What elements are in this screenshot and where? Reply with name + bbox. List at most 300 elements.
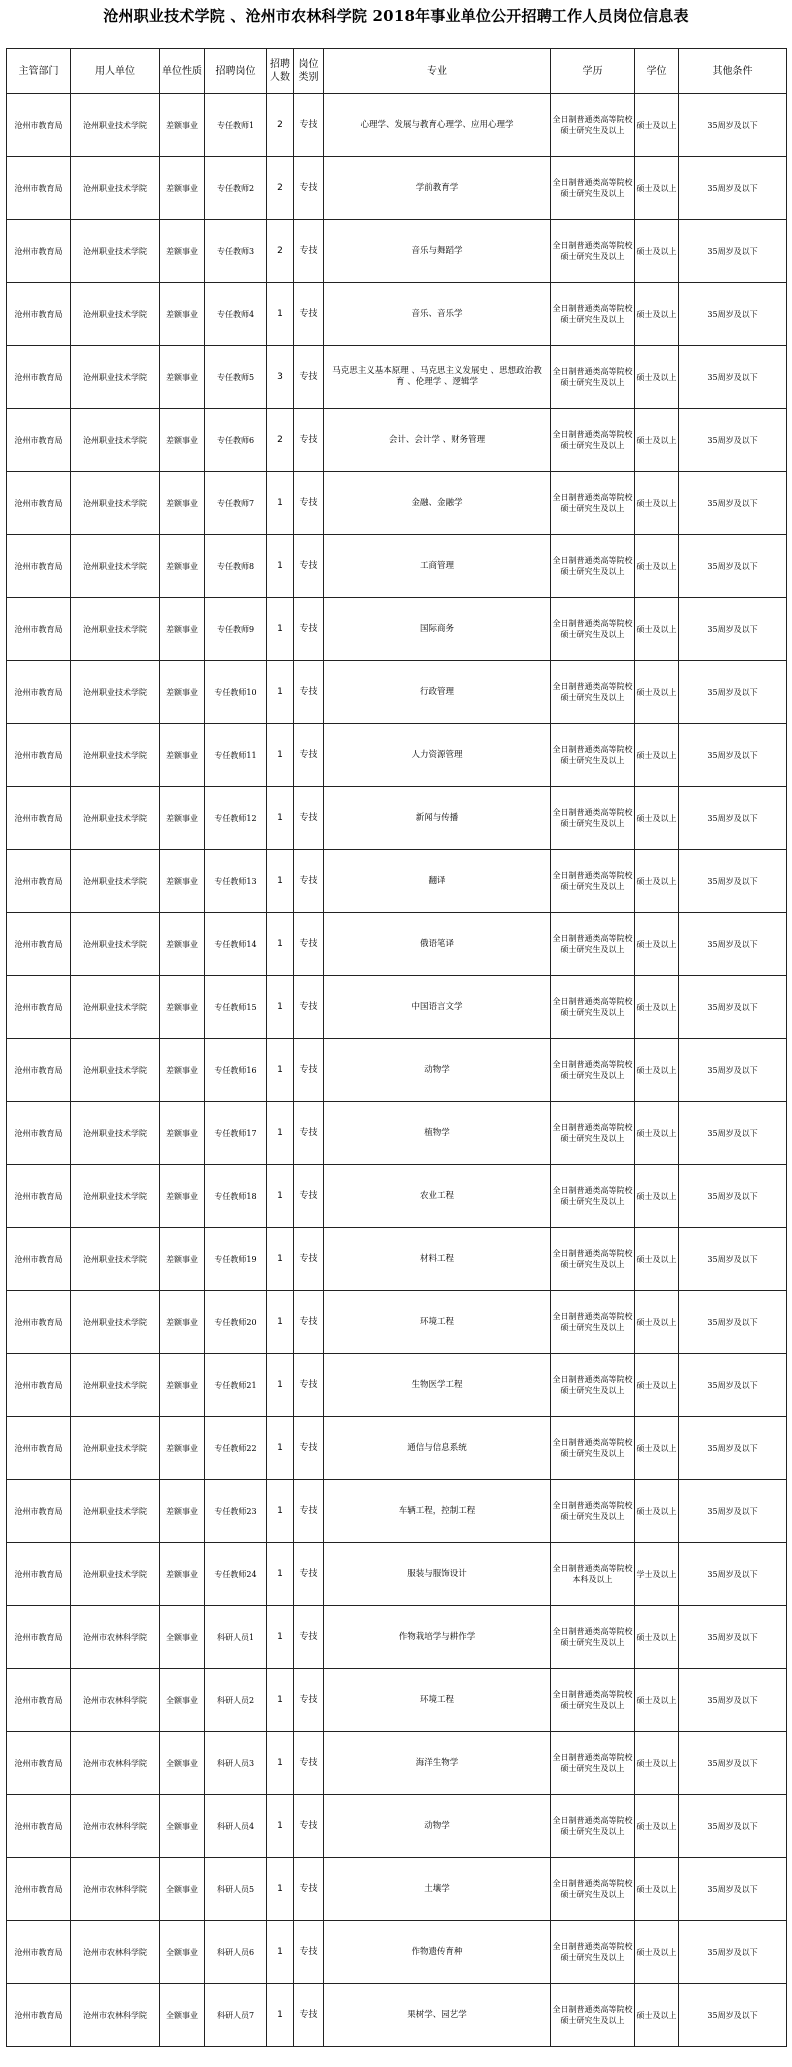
cell-major: 环境工程 bbox=[324, 1669, 551, 1732]
cell-post: 专任教师10 bbox=[205, 661, 267, 724]
cell-major: 土壤学 bbox=[324, 1858, 551, 1921]
cell-degree: 硕士及以上 bbox=[635, 346, 679, 409]
cell-post: 专任教师12 bbox=[205, 787, 267, 850]
cell-degree: 硕士及以上 bbox=[635, 1228, 679, 1291]
cell-education: 全日制普通类高等院校硕士研究生及以上 bbox=[551, 1606, 635, 1669]
cell-degree: 硕士及以上 bbox=[635, 1354, 679, 1417]
cell-category: 专技 bbox=[294, 1480, 324, 1543]
cell-other: 35周岁及以下 bbox=[679, 346, 787, 409]
cell-education: 全日制普通类高等院校硕士研究生及以上 bbox=[551, 1669, 635, 1732]
cell-degree: 硕士及以上 bbox=[635, 1291, 679, 1354]
cell-degree: 硕士及以上 bbox=[635, 850, 679, 913]
cell-post: 专任教师6 bbox=[205, 409, 267, 472]
header-row bbox=[7, 49, 787, 94]
header-count: 招聘人数 bbox=[267, 49, 294, 94]
cell-post: 专任教师11 bbox=[205, 724, 267, 787]
cell-count: 2 bbox=[267, 94, 294, 157]
cell-nature: 差额事业 bbox=[160, 1354, 205, 1417]
cell-other: 35周岁及以下 bbox=[679, 94, 787, 157]
cell-degree: 硕士及以上 bbox=[635, 94, 679, 157]
cell-unit: 沧州职业技术学院 bbox=[71, 94, 160, 157]
cell-other: 35周岁及以下 bbox=[679, 472, 787, 535]
cell-education: 全日制普通类高等院校硕士研究生及以上 bbox=[551, 1228, 635, 1291]
cell-unit: 沧州市农林科学院 bbox=[71, 1984, 160, 2047]
cell-major: 国际商务 bbox=[324, 598, 551, 661]
cell-degree: 硕士及以上 bbox=[635, 1858, 679, 1921]
cell-other: 35周岁及以下 bbox=[679, 1480, 787, 1543]
cell-unit: 沧州市农林科学院 bbox=[71, 1669, 160, 1732]
header-other: 其他条件 bbox=[679, 49, 787, 94]
cell-degree: 硕士及以上 bbox=[635, 724, 679, 787]
cell-dept: 沧州市教育局 bbox=[7, 1417, 71, 1480]
cell-degree: 学士及以上 bbox=[635, 1543, 679, 1606]
cell-other: 35周岁及以下 bbox=[679, 724, 787, 787]
cell-degree: 硕士及以上 bbox=[635, 1039, 679, 1102]
cell-dept: 沧州市教育局 bbox=[7, 1921, 71, 1984]
cell-nature: 差额事业 bbox=[160, 598, 205, 661]
cell-unit: 沧州职业技术学院 bbox=[71, 598, 160, 661]
cell-category: 专技 bbox=[294, 1669, 324, 1732]
cell-post: 专任教师15 bbox=[205, 976, 267, 1039]
cell-post: 专任教师4 bbox=[205, 283, 267, 346]
page-title: 沧州职业技术学院 、沧州市农林科学院 2018年事业单位公开招聘工作人员岗位信息表 bbox=[103, 7, 689, 25]
cell-other: 35周岁及以下 bbox=[679, 535, 787, 598]
cell-other: 35周岁及以下 bbox=[679, 1732, 787, 1795]
cell-nature: 差额事业 bbox=[160, 661, 205, 724]
cell-education: 全日制普通类高等院校硕士研究生及以上 bbox=[551, 1480, 635, 1543]
cell-unit: 沧州市农林科学院 bbox=[71, 1858, 160, 1921]
cell-dept: 沧州市教育局 bbox=[7, 346, 71, 409]
table-row bbox=[7, 220, 787, 283]
cell-other: 35周岁及以下 bbox=[679, 1669, 787, 1732]
cell-degree: 硕士及以上 bbox=[635, 913, 679, 976]
cell-unit: 沧州职业技术学院 bbox=[71, 850, 160, 913]
cell-post: 专任教师23 bbox=[205, 1480, 267, 1543]
cell-category: 专技 bbox=[294, 1543, 324, 1606]
header-post: 招聘岗位 bbox=[205, 49, 267, 94]
cell-dept: 沧州市教育局 bbox=[7, 472, 71, 535]
cell-count: 1 bbox=[267, 1858, 294, 1921]
header-nature: 单位性质 bbox=[160, 49, 205, 94]
cell-education: 全日制普通类高等院校硕士研究生及以上 bbox=[551, 976, 635, 1039]
cell-category: 专技 bbox=[294, 1417, 324, 1480]
cell-major: 作物栽培学与耕作学 bbox=[324, 1606, 551, 1669]
cell-dept: 沧州市教育局 bbox=[7, 976, 71, 1039]
cell-major: 环境工程 bbox=[324, 1291, 551, 1354]
cell-other: 35周岁及以下 bbox=[679, 157, 787, 220]
cell-post: 专任教师1 bbox=[205, 94, 267, 157]
recruitment-table bbox=[6, 48, 787, 2047]
cell-nature: 差额事业 bbox=[160, 535, 205, 598]
cell-unit: 沧州职业技术学院 bbox=[71, 220, 160, 283]
cell-nature: 差额事业 bbox=[160, 1165, 205, 1228]
cell-nature: 差额事业 bbox=[160, 346, 205, 409]
cell-count: 1 bbox=[267, 1480, 294, 1543]
cell-unit: 沧州职业技术学院 bbox=[71, 346, 160, 409]
table-row bbox=[7, 1795, 787, 1858]
cell-dept: 沧州市教育局 bbox=[7, 535, 71, 598]
cell-degree: 硕士及以上 bbox=[635, 409, 679, 472]
cell-unit: 沧州市农林科学院 bbox=[71, 1606, 160, 1669]
cell-degree: 硕士及以上 bbox=[635, 157, 679, 220]
table-row bbox=[7, 472, 787, 535]
cell-major: 会计、会计学 、财务管理 bbox=[324, 409, 551, 472]
table-row bbox=[7, 724, 787, 787]
cell-education: 全日制普通类高等院校硕士研究生及以上 bbox=[551, 598, 635, 661]
cell-category: 专技 bbox=[294, 1858, 324, 1921]
cell-category: 专技 bbox=[294, 94, 324, 157]
cell-nature: 差额事业 bbox=[160, 1543, 205, 1606]
cell-dept: 沧州市教育局 bbox=[7, 787, 71, 850]
table-row bbox=[7, 346, 787, 409]
cell-post: 科研人员6 bbox=[205, 1921, 267, 1984]
table-row bbox=[7, 787, 787, 850]
cell-post: 专任教师7 bbox=[205, 472, 267, 535]
cell-post: 专任教师2 bbox=[205, 157, 267, 220]
cell-count: 1 bbox=[267, 1354, 294, 1417]
table-row bbox=[7, 1732, 787, 1795]
cell-nature: 差额事业 bbox=[160, 724, 205, 787]
table-body bbox=[7, 94, 787, 2047]
cell-unit: 沧州职业技术学院 bbox=[71, 1480, 160, 1543]
cell-nature: 全额事业 bbox=[160, 1669, 205, 1732]
cell-dept: 沧州市教育局 bbox=[7, 1543, 71, 1606]
header-dept: 主管部门 bbox=[7, 49, 71, 94]
cell-count: 1 bbox=[267, 661, 294, 724]
cell-other: 35周岁及以下 bbox=[679, 1291, 787, 1354]
header-unit: 用人单位 bbox=[71, 49, 160, 94]
cell-major: 海洋生物学 bbox=[324, 1732, 551, 1795]
cell-major: 俄语笔译 bbox=[324, 913, 551, 976]
cell-post: 专任教师17 bbox=[205, 1102, 267, 1165]
cell-nature: 全额事业 bbox=[160, 1795, 205, 1858]
cell-count: 1 bbox=[267, 850, 294, 913]
cell-category: 专技 bbox=[294, 1732, 324, 1795]
cell-dept: 沧州市教育局 bbox=[7, 1795, 71, 1858]
cell-unit: 沧州职业技术学院 bbox=[71, 1354, 160, 1417]
cell-unit: 沧州职业技术学院 bbox=[71, 535, 160, 598]
cell-nature: 差额事业 bbox=[160, 1417, 205, 1480]
cell-education: 全日制普通类高等院校硕士研究生及以上 bbox=[551, 409, 635, 472]
cell-dept: 沧州市教育局 bbox=[7, 1480, 71, 1543]
header-education: 学历 bbox=[551, 49, 635, 94]
cell-education: 全日制普通类高等院校硕士研究生及以上 bbox=[551, 787, 635, 850]
cell-dept: 沧州市教育局 bbox=[7, 1165, 71, 1228]
cell-post: 专任教师3 bbox=[205, 220, 267, 283]
cell-unit: 沧州职业技术学院 bbox=[71, 1039, 160, 1102]
cell-dept: 沧州市教育局 bbox=[7, 913, 71, 976]
cell-nature: 全额事业 bbox=[160, 1921, 205, 1984]
table-row bbox=[7, 1480, 787, 1543]
cell-nature: 差额事业 bbox=[160, 283, 205, 346]
cell-degree: 硕士及以上 bbox=[635, 661, 679, 724]
cell-major: 农业工程 bbox=[324, 1165, 551, 1228]
cell-unit: 沧州职业技术学院 bbox=[71, 472, 160, 535]
table-row bbox=[7, 850, 787, 913]
cell-post: 专任教师9 bbox=[205, 598, 267, 661]
cell-other: 35周岁及以下 bbox=[679, 1543, 787, 1606]
cell-dept: 沧州市教育局 bbox=[7, 1291, 71, 1354]
cell-unit: 沧州职业技术学院 bbox=[71, 1165, 160, 1228]
cell-major: 新闻与传播 bbox=[324, 787, 551, 850]
cell-dept: 沧州市教育局 bbox=[7, 850, 71, 913]
cell-degree: 硕士及以上 bbox=[635, 1417, 679, 1480]
cell-count: 3 bbox=[267, 346, 294, 409]
cell-major: 音乐与舞蹈学 bbox=[324, 220, 551, 283]
cell-unit: 沧州职业技术学院 bbox=[71, 787, 160, 850]
cell-post: 专任教师8 bbox=[205, 535, 267, 598]
cell-count: 1 bbox=[267, 598, 294, 661]
cell-nature: 全额事业 bbox=[160, 1984, 205, 2047]
cell-degree: 硕士及以上 bbox=[635, 472, 679, 535]
table-row bbox=[7, 1669, 787, 1732]
cell-nature: 差额事业 bbox=[160, 94, 205, 157]
cell-dept: 沧州市教育局 bbox=[7, 157, 71, 220]
cell-nature: 全额事业 bbox=[160, 1606, 205, 1669]
table-row bbox=[7, 1543, 787, 1606]
cell-degree: 硕士及以上 bbox=[635, 1921, 679, 1984]
cell-other: 35周岁及以下 bbox=[679, 283, 787, 346]
cell-other: 35周岁及以下 bbox=[679, 661, 787, 724]
cell-unit: 沧州职业技术学院 bbox=[71, 157, 160, 220]
cell-dept: 沧州市教育局 bbox=[7, 598, 71, 661]
cell-nature: 差额事业 bbox=[160, 409, 205, 472]
table-row bbox=[7, 94, 787, 157]
cell-count: 1 bbox=[267, 535, 294, 598]
cell-category: 专技 bbox=[294, 661, 324, 724]
cell-category: 专技 bbox=[294, 1354, 324, 1417]
cell-degree: 硕士及以上 bbox=[635, 220, 679, 283]
cell-dept: 沧州市教育局 bbox=[7, 1984, 71, 2047]
cell-count: 1 bbox=[267, 724, 294, 787]
cell-dept: 沧州市教育局 bbox=[7, 661, 71, 724]
cell-category: 专技 bbox=[294, 1795, 324, 1858]
table-row bbox=[7, 913, 787, 976]
table-row bbox=[7, 1606, 787, 1669]
cell-post: 专任教师21 bbox=[205, 1354, 267, 1417]
cell-post: 专任教师13 bbox=[205, 850, 267, 913]
table-row bbox=[7, 283, 787, 346]
cell-count: 1 bbox=[267, 1606, 294, 1669]
cell-other: 35周岁及以下 bbox=[679, 1858, 787, 1921]
cell-other: 35周岁及以下 bbox=[679, 1165, 787, 1228]
cell-nature: 差额事业 bbox=[160, 1039, 205, 1102]
cell-count: 1 bbox=[267, 1732, 294, 1795]
table-row bbox=[7, 976, 787, 1039]
table-row bbox=[7, 1417, 787, 1480]
cell-unit: 沧州职业技术学院 bbox=[71, 1228, 160, 1291]
cell-degree: 硕士及以上 bbox=[635, 1165, 679, 1228]
cell-education: 全日制普通类高等院校硕士研究生及以上 bbox=[551, 94, 635, 157]
table-row bbox=[7, 1354, 787, 1417]
cell-education: 全日制普通类高等院校硕士研究生及以上 bbox=[551, 157, 635, 220]
cell-other: 35周岁及以下 bbox=[679, 1921, 787, 1984]
table-row bbox=[7, 661, 787, 724]
cell-post: 专任教师14 bbox=[205, 913, 267, 976]
cell-other: 35周岁及以下 bbox=[679, 598, 787, 661]
cell-count: 1 bbox=[267, 472, 294, 535]
cell-dept: 沧州市教育局 bbox=[7, 1858, 71, 1921]
cell-category: 专技 bbox=[294, 220, 324, 283]
cell-education: 全日制普通类高等院校硕士研究生及以上 bbox=[551, 1795, 635, 1858]
table-row bbox=[7, 1291, 787, 1354]
cell-count: 1 bbox=[267, 1039, 294, 1102]
cell-education: 全日制普通类高等院校硕士研究生及以上 bbox=[551, 850, 635, 913]
cell-post: 专任教师19 bbox=[205, 1228, 267, 1291]
cell-post: 科研人员1 bbox=[205, 1606, 267, 1669]
cell-unit: 沧州职业技术学院 bbox=[71, 976, 160, 1039]
cell-count: 1 bbox=[267, 1669, 294, 1732]
cell-education: 全日制普通类高等院校硕士研究生及以上 bbox=[551, 661, 635, 724]
cell-major: 中国语言文学 bbox=[324, 976, 551, 1039]
cell-category: 专技 bbox=[294, 1102, 324, 1165]
cell-unit: 沧州职业技术学院 bbox=[71, 283, 160, 346]
cell-other: 35周岁及以下 bbox=[679, 976, 787, 1039]
cell-count: 2 bbox=[267, 409, 294, 472]
cell-other: 35周岁及以下 bbox=[679, 1417, 787, 1480]
cell-category: 专技 bbox=[294, 1165, 324, 1228]
cell-major: 车辆工程，控制工程 bbox=[324, 1480, 551, 1543]
cell-category: 专技 bbox=[294, 1984, 324, 2047]
cell-count: 1 bbox=[267, 283, 294, 346]
cell-count: 1 bbox=[267, 976, 294, 1039]
cell-category: 专技 bbox=[294, 598, 324, 661]
cell-post: 科研人员5 bbox=[205, 1858, 267, 1921]
cell-count: 1 bbox=[267, 1165, 294, 1228]
cell-post: 专任教师22 bbox=[205, 1417, 267, 1480]
cell-major: 服装与服饰设计 bbox=[324, 1543, 551, 1606]
cell-category: 专技 bbox=[294, 1291, 324, 1354]
cell-unit: 沧州职业技术学院 bbox=[71, 409, 160, 472]
cell-category: 专技 bbox=[294, 787, 324, 850]
cell-major: 动物学 bbox=[324, 1795, 551, 1858]
cell-major: 材料工程 bbox=[324, 1228, 551, 1291]
table-row bbox=[7, 1039, 787, 1102]
cell-major: 马克思主义基本原理 、马克思主义发展史 、思想政治教育 、伦理学 、逻辑学 bbox=[324, 346, 551, 409]
cell-count: 1 bbox=[267, 1921, 294, 1984]
cell-dept: 沧州市教育局 bbox=[7, 220, 71, 283]
cell-unit: 沧州职业技术学院 bbox=[71, 724, 160, 787]
cell-major: 音乐、音乐学 bbox=[324, 283, 551, 346]
cell-count: 1 bbox=[267, 1417, 294, 1480]
cell-other: 35周岁及以下 bbox=[679, 850, 787, 913]
cell-count: 2 bbox=[267, 220, 294, 283]
cell-major: 行政管理 bbox=[324, 661, 551, 724]
cell-category: 专技 bbox=[294, 283, 324, 346]
cell-category: 专技 bbox=[294, 1228, 324, 1291]
cell-post: 专任教师5 bbox=[205, 346, 267, 409]
cell-education: 全日制普通类高等院校硕士研究生及以上 bbox=[551, 1858, 635, 1921]
cell-degree: 硕士及以上 bbox=[635, 1669, 679, 1732]
cell-nature: 差额事业 bbox=[160, 913, 205, 976]
cell-major: 金融、金融学 bbox=[324, 472, 551, 535]
cell-major: 翻译 bbox=[324, 850, 551, 913]
cell-post: 科研人员4 bbox=[205, 1795, 267, 1858]
cell-category: 专技 bbox=[294, 976, 324, 1039]
cell-other: 35周岁及以下 bbox=[679, 220, 787, 283]
cell-nature: 差额事业 bbox=[160, 1291, 205, 1354]
cell-education: 全日制普通类高等院校硕士研究生及以上 bbox=[551, 1732, 635, 1795]
cell-degree: 硕士及以上 bbox=[635, 976, 679, 1039]
cell-dept: 沧州市教育局 bbox=[7, 1039, 71, 1102]
cell-unit: 沧州职业技术学院 bbox=[71, 1543, 160, 1606]
cell-degree: 硕士及以上 bbox=[635, 1606, 679, 1669]
cell-post: 科研人员7 bbox=[205, 1984, 267, 2047]
cell-education: 全日制普通类高等院校硕士研究生及以上 bbox=[551, 346, 635, 409]
cell-other: 35周岁及以下 bbox=[679, 1606, 787, 1669]
cell-category: 专技 bbox=[294, 1921, 324, 1984]
cell-other: 35周岁及以下 bbox=[679, 1039, 787, 1102]
cell-education: 全日制普通类高等院校硕士研究生及以上 bbox=[551, 913, 635, 976]
cell-major: 果树学、园艺学 bbox=[324, 1984, 551, 2047]
cell-education: 全日制普通类高等院校硕士研究生及以上 bbox=[551, 1165, 635, 1228]
cell-other: 35周岁及以下 bbox=[679, 409, 787, 472]
cell-other: 35周岁及以下 bbox=[679, 1984, 787, 2047]
cell-nature: 差额事业 bbox=[160, 472, 205, 535]
cell-count: 1 bbox=[267, 1102, 294, 1165]
cell-education: 全日制普通类高等院校硕士研究生及以上 bbox=[551, 1984, 635, 2047]
table-row bbox=[7, 1165, 787, 1228]
cell-post: 专任教师20 bbox=[205, 1291, 267, 1354]
cell-education: 全日制普通类高等院校硕士研究生及以上 bbox=[551, 472, 635, 535]
cell-category: 专技 bbox=[294, 472, 324, 535]
cell-education: 全日制普通类高等院校硕士研究生及以上 bbox=[551, 1102, 635, 1165]
cell-education: 全日制普通类高等院校硕士研究生及以上 bbox=[551, 283, 635, 346]
cell-education: 全日制普通类高等院校硕士研究生及以上 bbox=[551, 1417, 635, 1480]
cell-education: 全日制普通类高等院校硕士研究生及以上 bbox=[551, 1921, 635, 1984]
table-row bbox=[7, 1102, 787, 1165]
cell-education: 全日制普通类高等院校硕士研究生及以上 bbox=[551, 1291, 635, 1354]
cell-nature: 差额事业 bbox=[160, 850, 205, 913]
cell-major: 工商管理 bbox=[324, 535, 551, 598]
cell-other: 35周岁及以下 bbox=[679, 1354, 787, 1417]
cell-major: 动物学 bbox=[324, 1039, 551, 1102]
cell-unit: 沧州职业技术学院 bbox=[71, 913, 160, 976]
cell-nature: 差额事业 bbox=[160, 220, 205, 283]
cell-post: 专任教师18 bbox=[205, 1165, 267, 1228]
cell-dept: 沧州市教育局 bbox=[7, 283, 71, 346]
header-degree: 学位 bbox=[635, 49, 679, 94]
cell-count: 1 bbox=[267, 1543, 294, 1606]
cell-other: 35周岁及以下 bbox=[679, 1795, 787, 1858]
cell-education: 全日制普通类高等院校硕士研究生及以上 bbox=[551, 220, 635, 283]
cell-other: 35周岁及以下 bbox=[679, 787, 787, 850]
cell-dept: 沧州市教育局 bbox=[7, 1102, 71, 1165]
cell-post: 科研人员3 bbox=[205, 1732, 267, 1795]
cell-post: 科研人员2 bbox=[205, 1669, 267, 1732]
cell-unit: 沧州职业技术学院 bbox=[71, 1417, 160, 1480]
cell-count: 1 bbox=[267, 1228, 294, 1291]
cell-major: 通信与信息系统 bbox=[324, 1417, 551, 1480]
cell-dept: 沧州市教育局 bbox=[7, 1732, 71, 1795]
cell-unit: 沧州市农林科学院 bbox=[71, 1795, 160, 1858]
cell-count: 1 bbox=[267, 1291, 294, 1354]
cell-nature: 差额事业 bbox=[160, 976, 205, 1039]
cell-nature: 差额事业 bbox=[160, 1102, 205, 1165]
cell-degree: 硕士及以上 bbox=[635, 598, 679, 661]
cell-post: 专任教师16 bbox=[205, 1039, 267, 1102]
cell-dept: 沧州市教育局 bbox=[7, 1669, 71, 1732]
cell-unit: 沧州职业技术学院 bbox=[71, 661, 160, 724]
cell-degree: 硕士及以上 bbox=[635, 1102, 679, 1165]
cell-major: 学前教育学 bbox=[324, 157, 551, 220]
cell-nature: 全额事业 bbox=[160, 1858, 205, 1921]
cell-post: 专任教师24 bbox=[205, 1543, 267, 1606]
cell-unit: 沧州职业技术学院 bbox=[71, 1291, 160, 1354]
header-category: 岗位类别 bbox=[294, 49, 324, 94]
table-row bbox=[7, 409, 787, 472]
cell-major: 人力资源管理 bbox=[324, 724, 551, 787]
